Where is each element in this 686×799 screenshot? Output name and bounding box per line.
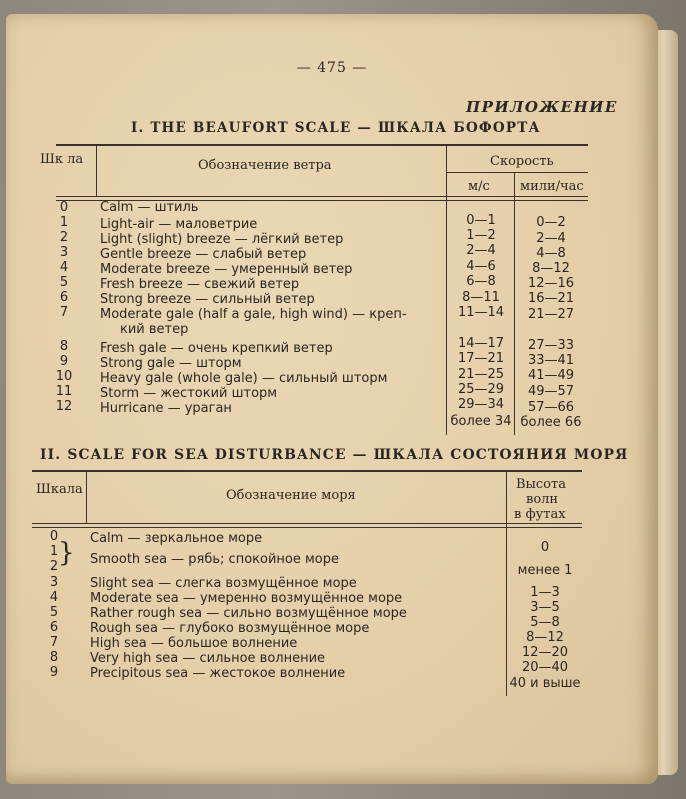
beaufort-scale-number: 1 (59, 215, 69, 230)
beaufort-speed-mph: 21—27 (527, 307, 575, 322)
beaufort-header-ms: м/с (468, 179, 490, 194)
beaufort-scale-number: 3 (59, 245, 69, 260)
beaufort-speed-mph: 41—49 (527, 368, 575, 383)
page-number: — 475 — (296, 60, 368, 76)
beaufort-col-divider-1 (96, 145, 97, 197)
sea-description: Moderate sea — умеренно возмущённое море (90, 591, 403, 606)
beaufort-wind-description: Gentle breeze — слабый ветер (100, 247, 307, 262)
book-page (6, 14, 658, 784)
sea-wave-height: 0 (540, 540, 550, 555)
brace-icon: } (58, 538, 75, 568)
beaufort-wind-description: Strong breeze — сильный ветер (100, 292, 315, 307)
sea-scale-number: 8 (49, 650, 59, 665)
beaufort-speed-mph: 16—21 (527, 291, 575, 306)
beaufort-wind-description: Fresh gale — очень крепкий ветер (100, 341, 333, 356)
beaufort-speed-ms: 4—6 (466, 259, 496, 274)
beaufort-scale-number: 0 (59, 200, 69, 215)
beaufort-speed-ms: 14—17 (457, 336, 505, 351)
beaufort-scale-number: 7 (59, 305, 69, 320)
sea-wave-height: 40 и выше (509, 676, 581, 691)
sea-scale-number: 1 (49, 544, 59, 559)
beaufort-title: I. THE BEAUFORT SCALE — ШКАЛА БОФОРТА (131, 120, 541, 136)
beaufort-speed-mph: 27—33 (527, 338, 575, 353)
beaufort-scale-number: 5 (59, 275, 69, 290)
beaufort-speed-mph: 12—16 (527, 276, 575, 291)
sea-description: Rather rough sea — сильно возмущённое море (90, 606, 407, 621)
beaufort-speed-mph: 0—2 (536, 215, 566, 230)
sea-header-rule (32, 523, 582, 524)
sea-wave-height: 8—12 (526, 630, 564, 645)
beaufort-wind-description-continued: кий ветер (120, 322, 189, 337)
beaufort-scale-number: 10 (55, 369, 73, 384)
sea-col-divider-2 (506, 471, 507, 696)
beaufort-speed-rule (446, 172, 588, 173)
sea-description: Rough sea — глубоко возмущённое море (90, 621, 370, 636)
sea-wave-height: 20—40 (521, 660, 569, 675)
sea-scale-number: 7 (49, 635, 59, 650)
sea-header-scale: Шкала (36, 482, 83, 497)
sea-scale-number: 4 (49, 590, 59, 605)
sea-top-rule (32, 470, 582, 472)
sea-title: II. SCALE FOR SEA DISTURBANCE — ШКАЛА СОСТОЯНИЯ МОРЯ (40, 447, 629, 463)
beaufort-header-designation: Обозначение ветра (198, 158, 332, 173)
beaufort-speed-ms: 1—2 (466, 228, 496, 243)
beaufort-speed-ms: 0—1 (466, 213, 496, 228)
sea-wave-height: 3—5 (530, 600, 560, 615)
beaufort-col-divider-3 (514, 172, 515, 435)
beaufort-speed-ms: 17—21 (457, 351, 505, 366)
beaufort-wind-description: Light-air — маловетрие (100, 217, 258, 232)
sea-description: Calm — зеркальное море (90, 531, 263, 546)
beaufort-speed-ms: 8—11 (462, 290, 500, 305)
sea-scale-number: 3 (49, 575, 59, 590)
beaufort-speed-mph: более 66 (520, 415, 582, 430)
beaufort-scale-number: 11 (55, 384, 73, 399)
sea-wave-height: 12—20 (521, 645, 569, 660)
sea-scale-number: 6 (49, 620, 59, 635)
beaufort-scale-number: 6 (59, 290, 69, 305)
beaufort-speed-ms: 25—29 (457, 382, 505, 397)
sea-header-height-line1: Высота (516, 477, 566, 492)
beaufort-wind-description: Light (slight) breeze — лёгкий ветер (100, 232, 344, 247)
beaufort-speed-ms: 6—8 (466, 274, 496, 289)
beaufort-speed-ms: 29—34 (457, 397, 505, 412)
beaufort-scale-number: 2 (59, 230, 69, 245)
beaufort-wind-description: Moderate breeze — умеренный ветер (100, 262, 353, 277)
beaufort-speed-mph: 8—12 (532, 261, 570, 276)
beaufort-wind-description: Heavy gale (whole gale) — сильный шторм (100, 371, 388, 386)
sea-header-height-line3: в футах (514, 507, 566, 522)
beaufort-speed-mph: 4—8 (536, 246, 566, 261)
beaufort-scale-number: 9 (59, 354, 69, 369)
sea-scale-number: 0 (49, 529, 59, 544)
beaufort-speed-ms: 11—14 (457, 305, 505, 320)
sea-description: High sea — большое волнение (90, 636, 298, 651)
beaufort-scale-number: 4 (59, 260, 69, 275)
sea-description: Slight sea — слегка возмущённое море (90, 576, 357, 591)
beaufort-wind-description: Storm — жестокий шторм (100, 386, 278, 401)
sea-wave-height: менее 1 (517, 563, 573, 578)
beaufort-header-scale: Шк ла (40, 152, 84, 167)
beaufort-speed-ms: 21—25 (457, 367, 505, 382)
beaufort-speed-ms: 2—4 (466, 243, 496, 258)
beaufort-speed-mph: 2—4 (536, 231, 566, 246)
sea-col-divider-1 (86, 471, 87, 524)
beaufort-wind-description: Calm — штиль (100, 200, 199, 215)
sea-description: Very high sea — сильное волнение (90, 651, 326, 666)
beaufort-wind-description: Strong gale — шторм (100, 356, 242, 371)
beaufort-speed-mph: 57—66 (527, 400, 575, 415)
beaufort-header-speed: Скорость (490, 154, 554, 169)
beaufort-header-rule (56, 196, 588, 197)
beaufort-top-rule (56, 144, 588, 146)
sea-scale-number: 5 (49, 605, 59, 620)
sea-description: Smooth sea — рябь; спокойное море (90, 552, 340, 567)
sea-wave-height: 1—3 (530, 585, 560, 600)
sea-wave-height: 5—8 (530, 615, 560, 630)
appendix-label: ПРИЛОЖЕНИЕ (466, 98, 618, 116)
beaufort-wind-description: Hurricane — ураган (100, 401, 232, 416)
beaufort-col-divider-2 (446, 145, 447, 435)
beaufort-speed-mph: 49—57 (527, 384, 575, 399)
sea-scale-number: 2 (49, 559, 59, 574)
beaufort-speed-ms: более 34 (450, 414, 512, 429)
beaufort-wind-description: Fresh breeze — свежий ветер (100, 277, 300, 292)
sea-header-rule-2 (32, 527, 582, 528)
beaufort-wind-description: Moderate gale (half a gale, high wind) — креп- (100, 307, 407, 322)
sea-header-designation: Обозначение моря (226, 488, 356, 503)
beaufort-header-mph: мили/час (520, 179, 584, 194)
beaufort-speed-mph: 33—41 (527, 353, 575, 368)
beaufort-scale-number: 12 (55, 399, 73, 414)
sea-scale-number: 9 (49, 665, 59, 680)
sea-header-height-line2: волн (526, 492, 559, 507)
sea-description: Precipitous sea — жестокое волнение (90, 666, 346, 681)
beaufort-scale-number: 8 (59, 339, 69, 354)
